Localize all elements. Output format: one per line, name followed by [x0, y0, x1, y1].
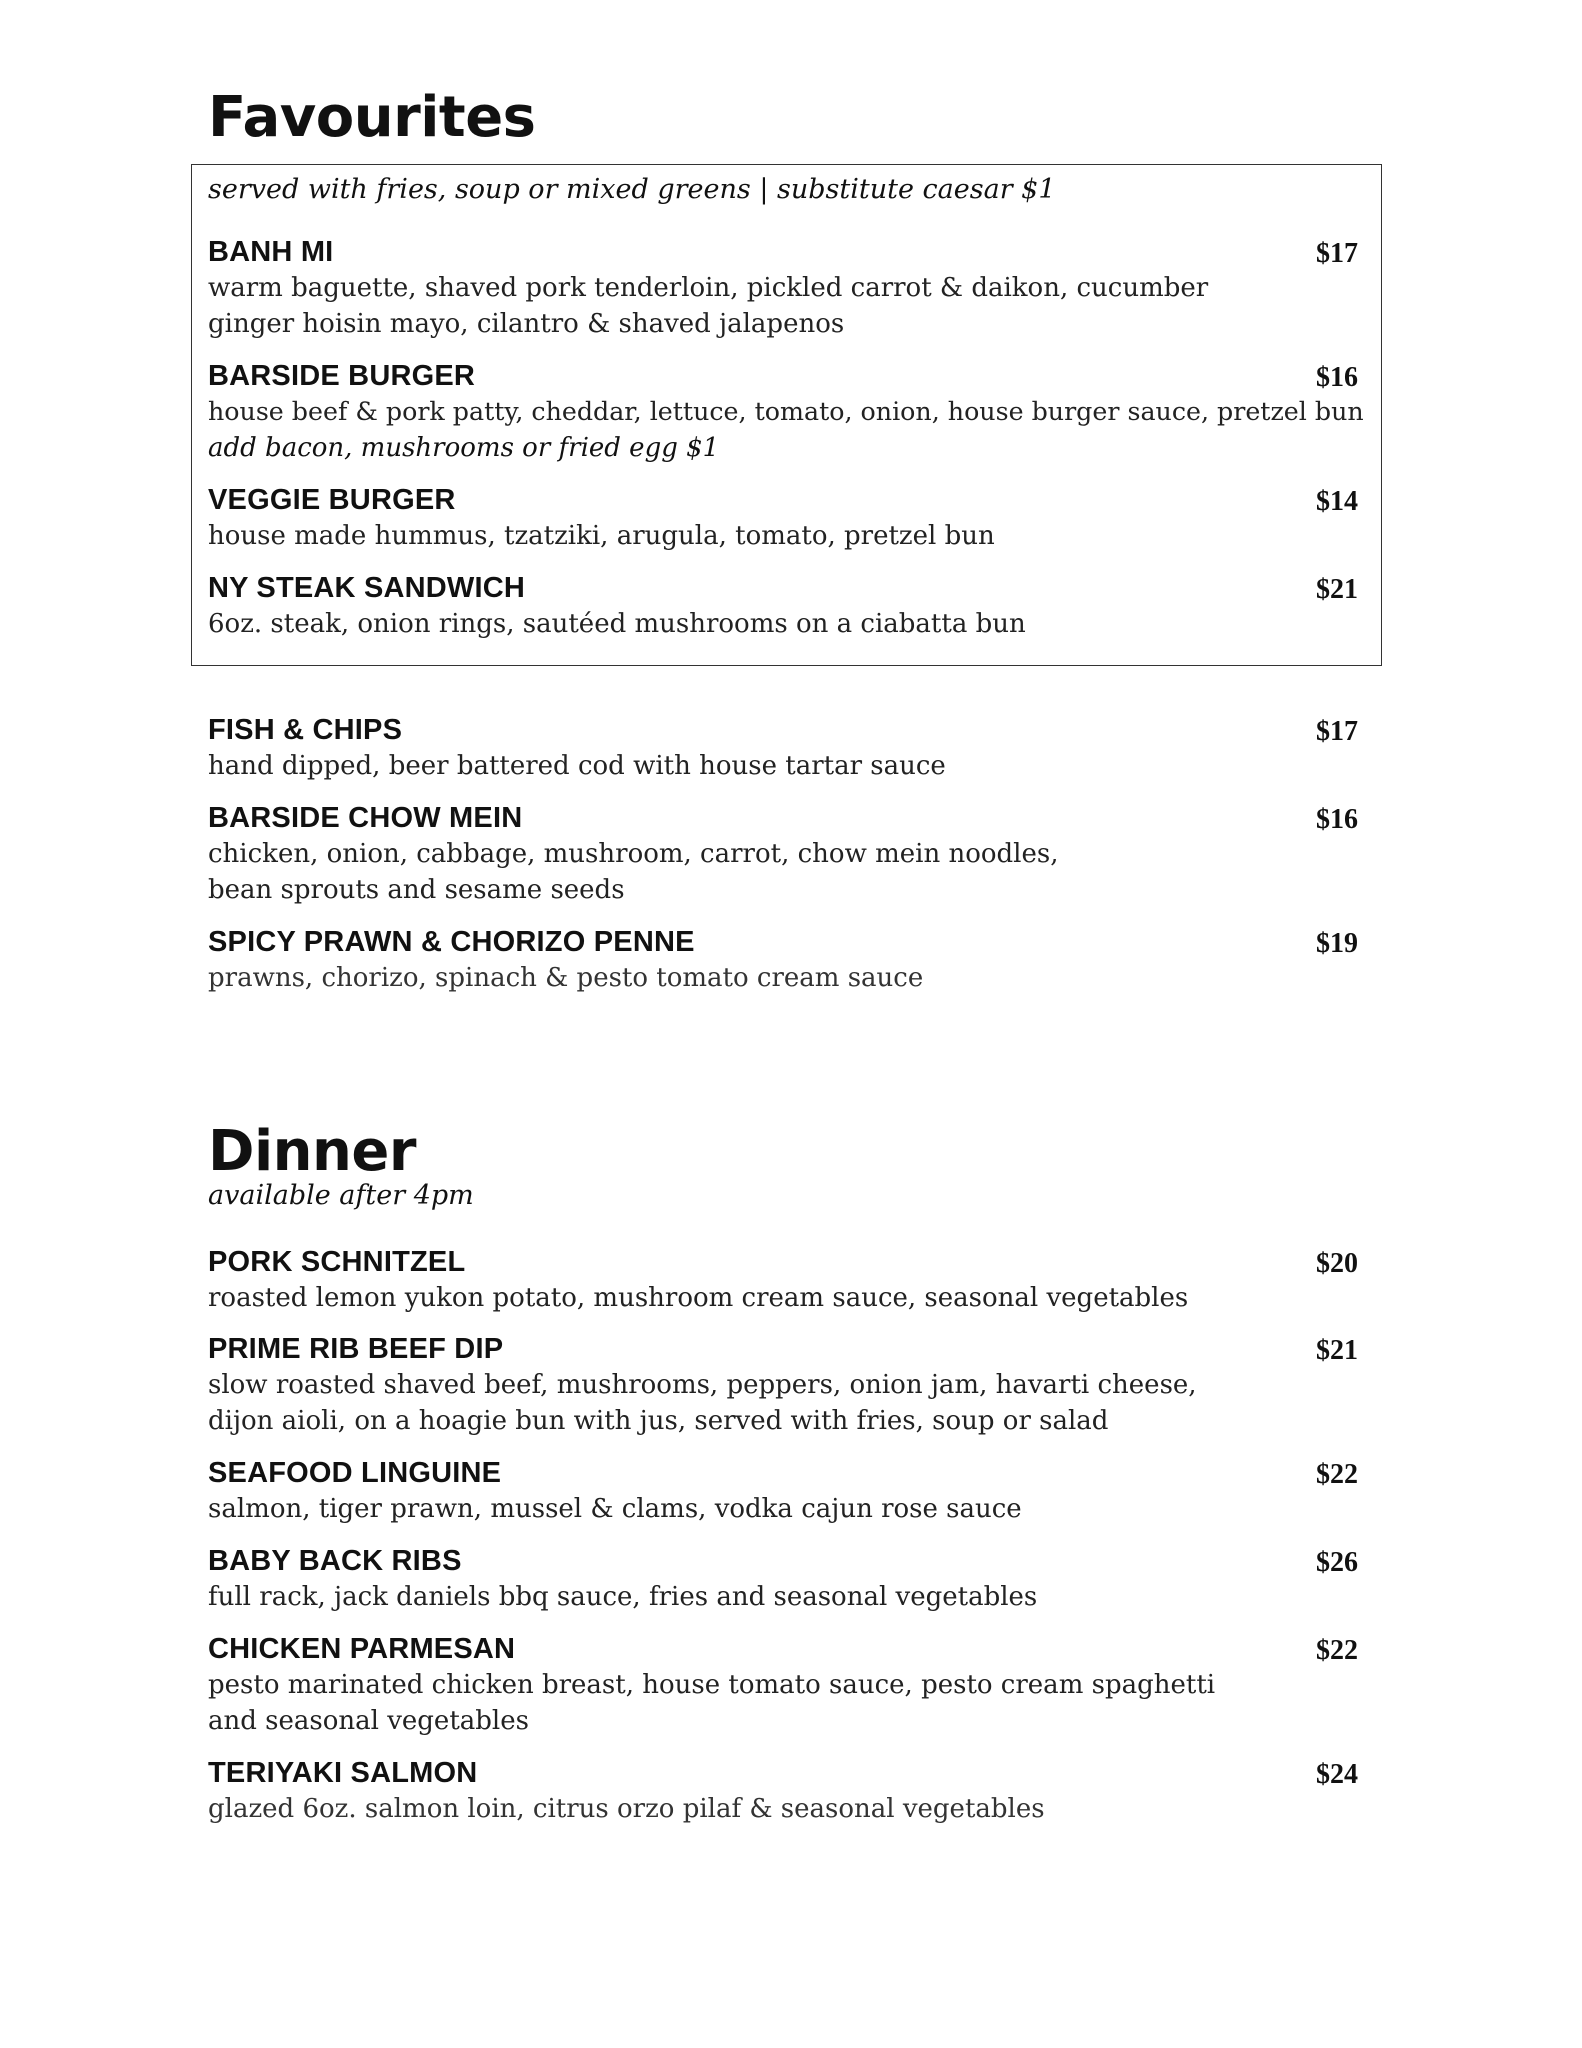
item-description: prawns, chorizo, spinach & pesto tomato cream sauce — [208, 963, 924, 993]
item-name: BABY BACK RIBS — [208, 1545, 462, 1577]
item-name: PORK SCHNITZEL — [208, 1246, 466, 1278]
menu-item-prime-rib-beef-dip — [208, 1331, 1360, 1439]
item-description: slow roasted shaved beef, mushrooms, peppers, onion jam, havarti cheese, — [208, 1370, 1197, 1400]
item-description: warm baguette, shaved pork tenderloin, pickled carrot & daikon, cucumber — [208, 273, 1209, 303]
item-addon-note: add bacon, mushrooms or fried egg $1 — [208, 433, 720, 463]
item-price: $26 — [1316, 1547, 1358, 1578]
item-description: salmon, tiger prawn, mussel & clams, vodka cajun rose sauce — [208, 1494, 1022, 1524]
item-description: chicken, onion, cabbage, mushroom, carrot, chow mein noodles, — [208, 839, 1059, 869]
menu-item-barside-chow-mein — [208, 800, 1360, 908]
item-name: BARSIDE BURGER — [208, 360, 476, 392]
favourites-title: Favourites — [208, 85, 536, 150]
item-description: and seasonal vegetables — [208, 1706, 529, 1736]
item-description: full rack, jack daniels bbq sauce, fries and seasonal vegetables — [208, 1582, 1038, 1612]
item-description: pesto marinated chicken breast, house tomato sauce, pesto cream spaghetti — [208, 1670, 1216, 1700]
item-description: bean sprouts and sesame seeds — [208, 875, 625, 905]
item-description: dijon aioli, on a hoagie bun with jus, served with fries, soup or salad — [208, 1406, 1109, 1436]
menu-item-ny-steak-sandwich — [208, 570, 1360, 642]
menu-item-barside-burger — [208, 358, 1364, 466]
item-name: SEAFOOD LINGUINE — [208, 1457, 502, 1489]
item-price: $21 — [1316, 574, 1358, 605]
menu-item-pork-schnitzel — [208, 1244, 1360, 1316]
item-name: SPICY PRAWN & CHORIZO PENNE — [208, 926, 695, 958]
item-name: CHICKEN PARMESAN — [208, 1633, 516, 1665]
item-price: $24 — [1316, 1759, 1358, 1790]
item-name: TERIYAKI SALMON — [208, 1757, 478, 1789]
item-description: roasted lemon yukon potato, mushroom cream sauce, seasonal vegetables — [208, 1283, 1189, 1313]
item-price: $21 — [1316, 1335, 1358, 1366]
item-name: VEGGIE BURGER — [208, 484, 456, 516]
menu-item-fish-and-chips — [208, 712, 1360, 784]
menu-item-veggie-burger — [208, 482, 1360, 554]
item-description: 6oz. steak, onion rings, sautéed mushrooms on a ciabatta bun — [208, 609, 1026, 639]
item-name: BARSIDE CHOW MEIN — [208, 802, 523, 834]
menu-item-chicken-parmesan — [208, 1631, 1360, 1739]
item-description: hand dipped, beer battered cod with house tartar sauce — [208, 751, 946, 781]
menu-item-banh-mi — [208, 234, 1360, 342]
menu-item-seafood-linguine — [208, 1455, 1360, 1527]
item-price: $19 — [1316, 928, 1358, 959]
item-description: house beef & pork patty, cheddar, lettuce, tomato, onion, house burger sauce, pretzel bun — [208, 397, 1364, 426]
menu-item-baby-back-ribs — [208, 1543, 1360, 1615]
item-price: $17 — [1316, 238, 1358, 269]
favourites-note: served with fries, soup or mixed greens | substitute caesar $1 — [208, 174, 1056, 205]
item-price: $16 — [1316, 804, 1358, 835]
dinner-note: available after 4pm — [208, 1180, 474, 1211]
item-name: NY STEAK SANDWICH — [208, 572, 526, 604]
item-price: $14 — [1316, 486, 1358, 517]
item-name: PRIME RIB BEEF DIP — [208, 1333, 504, 1365]
item-name: FISH & CHIPS — [208, 714, 403, 746]
item-name: BANH MI — [208, 236, 334, 268]
item-price: $22 — [1316, 1459, 1358, 1490]
item-description: glazed 6oz. salmon loin, citrus orzo pilaf & seasonal vegetables — [208, 1794, 1045, 1824]
item-price: $22 — [1316, 1635, 1358, 1666]
item-price: $20 — [1316, 1248, 1358, 1279]
item-price: $17 — [1316, 716, 1358, 747]
menu-item-teriyaki-salmon — [208, 1755, 1360, 1827]
item-description: ginger hoisin mayo, cilantro & shaved jalapenos — [208, 309, 845, 339]
menu-item-spicy-prawn-chorizo-penne — [208, 924, 1360, 996]
dinner-title: Dinner — [208, 1119, 417, 1184]
item-description: house made hummus, tzatziki, arugula, tomato, pretzel bun — [208, 521, 995, 551]
item-price: $16 — [1316, 362, 1358, 393]
